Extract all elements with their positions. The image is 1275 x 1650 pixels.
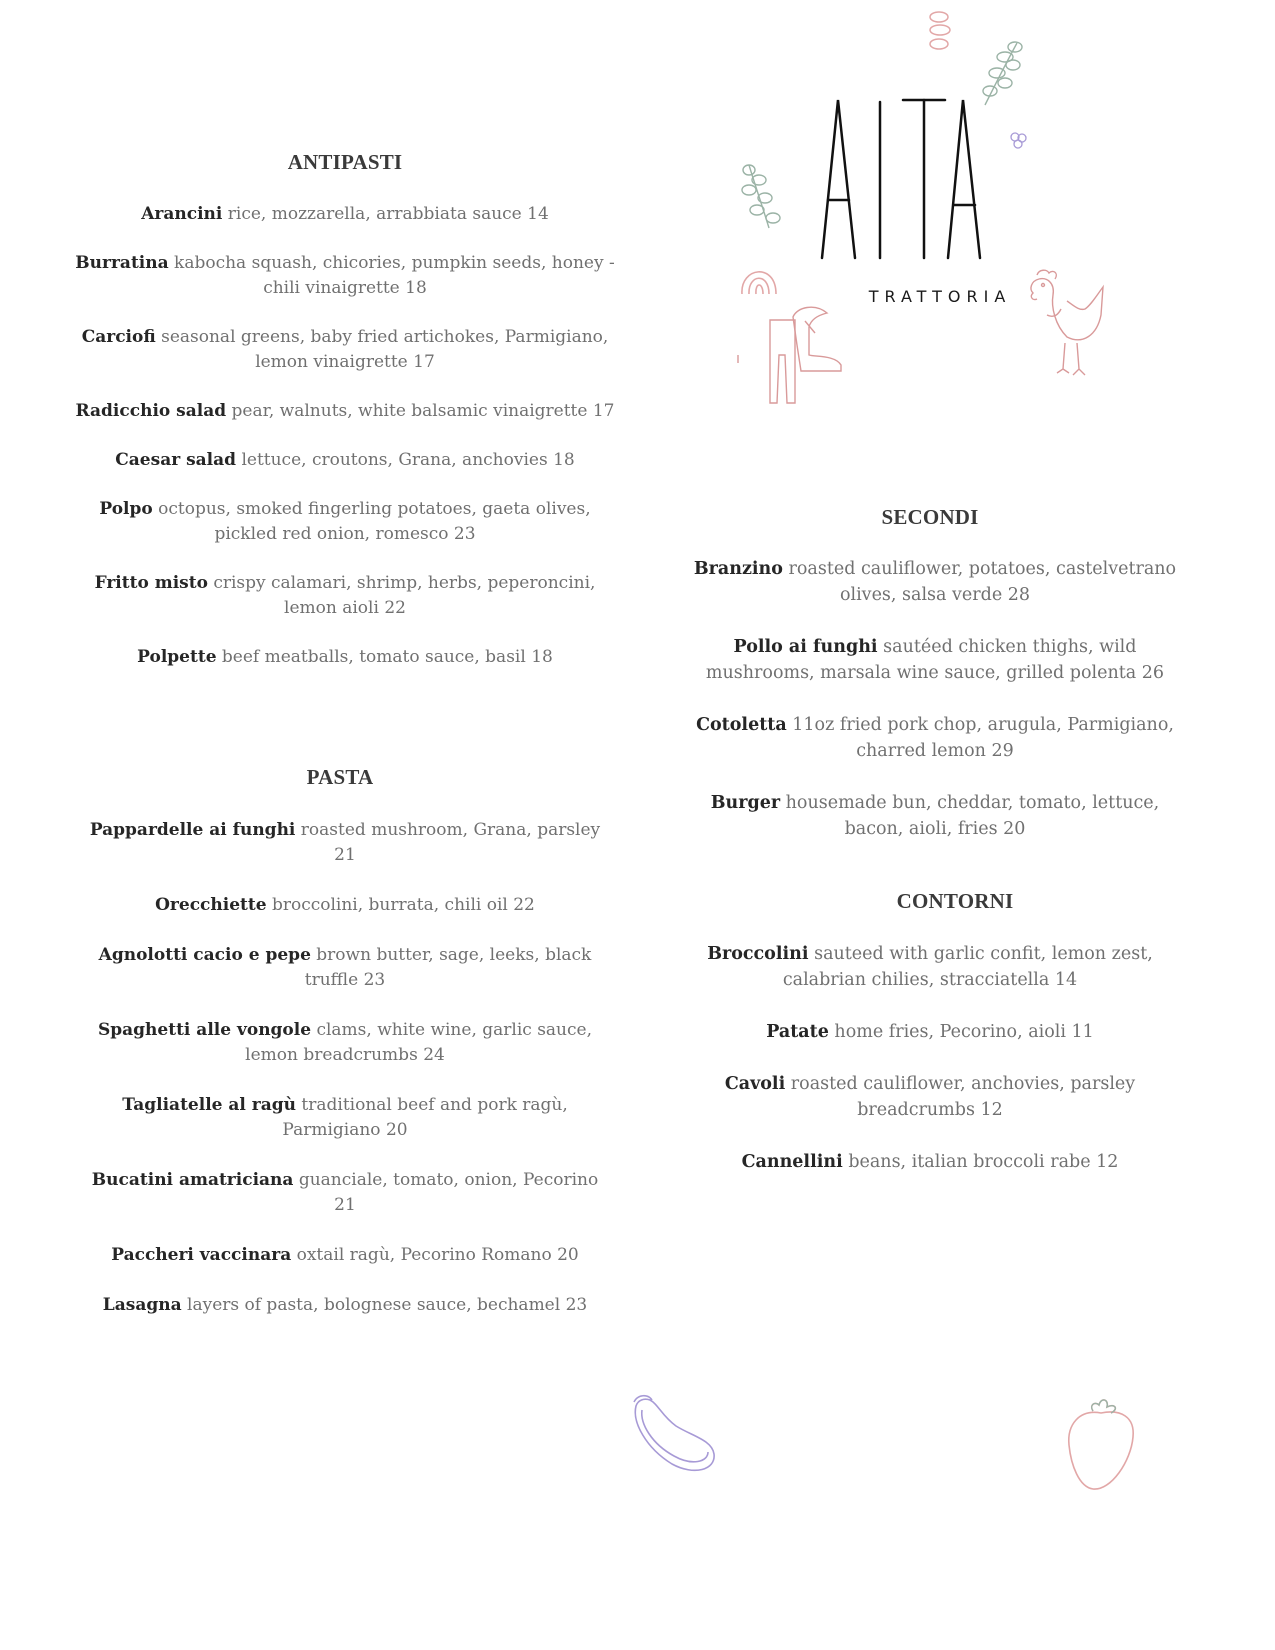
dish-description: layers of pasta, bolognese sauce, bechamel 23 (181, 1295, 588, 1315)
dish-description: housemade bun, cheddar, tomato, lettuce, bacon, aioli, fries 20 (780, 793, 1160, 839)
dish-description: lettuce, croutons, Grana, anchovies 18 (236, 450, 575, 470)
dish-description: roasted cauliflower, potatoes, castelvetrano olives, salsa verde 28 (782, 559, 1177, 605)
dish-name: Fritto misto (94, 573, 208, 593)
dish-description: rice, mozzarella, arrabbiata sauce 14 (222, 204, 549, 224)
contorni-section (700, 941, 1160, 1201)
pasta-section (85, 818, 605, 1343)
dish-name: Cannellini (741, 1152, 843, 1172)
menu-item-contorni (700, 1019, 1160, 1045)
menu-item-antipasti (70, 202, 620, 227)
dish-description: octopus, smoked fingerling potatoes, gaeta olives, pickled red onion, romesco 23 (152, 499, 591, 544)
dish-name: Polpo (99, 499, 153, 519)
dish-description: home fries, Pecorino, aioli 11 (828, 1022, 1094, 1042)
strawberry-icon (1065, 1395, 1137, 1495)
dish-name: Burratina (75, 253, 169, 273)
secondi-title: SECONDI (881, 505, 979, 529)
dish-name: Caesar salad (115, 450, 237, 470)
dish-description: clams, white wine, garlic sauce, lemon breadcrumbs 24 (245, 1020, 592, 1065)
dish-name: Orecchiette (155, 895, 267, 915)
dish-name: Radicchio salad (75, 401, 227, 421)
menu-item-antipasti (70, 399, 620, 424)
dish-name: Arancini (141, 204, 223, 224)
dish-name: Agnolotti cacio e pepe (98, 945, 311, 965)
secondi-section (690, 556, 1180, 868)
dish-description: oxtail ragù, Pecorino Romano 20 (291, 1245, 579, 1265)
dish-name: Cavoli (724, 1074, 786, 1094)
menu-item-secondi (690, 634, 1180, 686)
dish-name: Pollo ai funghi (733, 637, 878, 657)
dish-description: guanciale, tomato, onion, Pecorino 21 (293, 1170, 599, 1215)
dish-description: beef meatballs, tomato sauce, basil 18 (216, 647, 553, 667)
dish-name: Broccolini (707, 944, 809, 964)
dish-name: Tagliatelle al ragù (122, 1095, 297, 1115)
menu-item-antipasti (70, 497, 620, 547)
dish-description: 11oz fried pork chop, arugula, Parmigiano, charred lemon 29 (786, 715, 1174, 761)
dish-name: Carciofi (81, 327, 156, 347)
dish-name: Lasagna (102, 1295, 182, 1315)
dish-name: Pappardelle ai funghi (89, 820, 296, 840)
dish-description: roasted cauliflower, anchovies, parsley breadcrumbs 12 (785, 1074, 1136, 1120)
menu-item-secondi (690, 790, 1180, 842)
dish-name: Branzino (693, 559, 783, 579)
dish-description: kabocha squash, chicories, pumpkin seeds, honey - chili vinaigrette 18 (168, 253, 615, 298)
menu-item-antipasti (70, 645, 620, 670)
menu-item-antipasti (70, 251, 620, 301)
menu-item-contorni (700, 941, 1160, 993)
menu-item-pasta (85, 1293, 605, 1318)
dish-name: Cotoletta (696, 715, 787, 735)
herb-sprig-icon (975, 35, 1030, 110)
menu-item-antipasti (70, 448, 620, 473)
dish-name: Bucatini amatriciana (91, 1170, 294, 1190)
dish-description: traditional beef and pork ragù, Parmigiano 20 (282, 1095, 568, 1140)
menu-item-pasta (85, 943, 605, 993)
dish-name: Spaghetti alle vongole (97, 1020, 312, 1040)
blueberry-icon (1008, 130, 1030, 150)
dish-description: broccolini, burrata, chili oil 22 (266, 895, 535, 915)
ribbon-icon (925, 8, 955, 53)
herb-sprig-icon (737, 160, 787, 232)
dish-name: Burger (710, 793, 781, 813)
dish-name: Patate (766, 1022, 829, 1042)
pasta-title: PASTA (306, 765, 374, 789)
menu-item-antipasti (70, 571, 620, 621)
eggplant-icon (628, 1392, 723, 1477)
menu-item-secondi (690, 556, 1180, 608)
dish-description: brown butter, sage, leeks, black truffle 23 (304, 945, 592, 990)
dish-description: sauteed with garlic confit, lemon zest, calabrian chilies, stracciatella 14 (782, 944, 1153, 990)
dish-description: pear, walnuts, white balsamic vinaigrette 17 (226, 401, 615, 421)
menu-item-contorni (700, 1149, 1160, 1175)
contorni-title: CONTORNI (896, 889, 1014, 913)
dish-description: seasonal greens, baby fried artichokes, Parmigiano, lemon vinaigrette 17 (155, 327, 609, 372)
antipasti-section (70, 202, 620, 694)
antipasti-title: ANTIPASTI (287, 150, 403, 174)
menu-item-pasta (85, 1093, 605, 1143)
menu-item-pasta (85, 818, 605, 868)
dish-description: roasted mushroom, Grana, parsley 21 (295, 820, 601, 865)
menu-item-pasta (85, 1018, 605, 1068)
dish-description: beans, italian broccoli rabe 12 (842, 1152, 1119, 1172)
dish-description: sautéed chicken thighs, wild mushrooms, marsala wine sauce, grilled polenta 26 (705, 637, 1165, 683)
dish-description: crispy calamari, shrimp, herbs, peperoncini, lemon aioli 22 (207, 573, 596, 618)
dish-name: Paccheri vaccinara (111, 1245, 292, 1265)
menu-item-contorni (700, 1071, 1160, 1123)
logo-subtitle: TRATTORIA (868, 287, 1012, 306)
menu-item-antipasti (70, 325, 620, 375)
boot-icon (735, 305, 845, 410)
menu-item-pasta (85, 1243, 605, 1268)
chicken-icon (1025, 265, 1110, 380)
menu-item-pasta (85, 893, 605, 918)
rainbow-icon (738, 252, 780, 297)
menu-item-secondi (690, 712, 1180, 764)
dish-name: Polpette (137, 647, 217, 667)
menu-item-pasta (85, 1168, 605, 1218)
